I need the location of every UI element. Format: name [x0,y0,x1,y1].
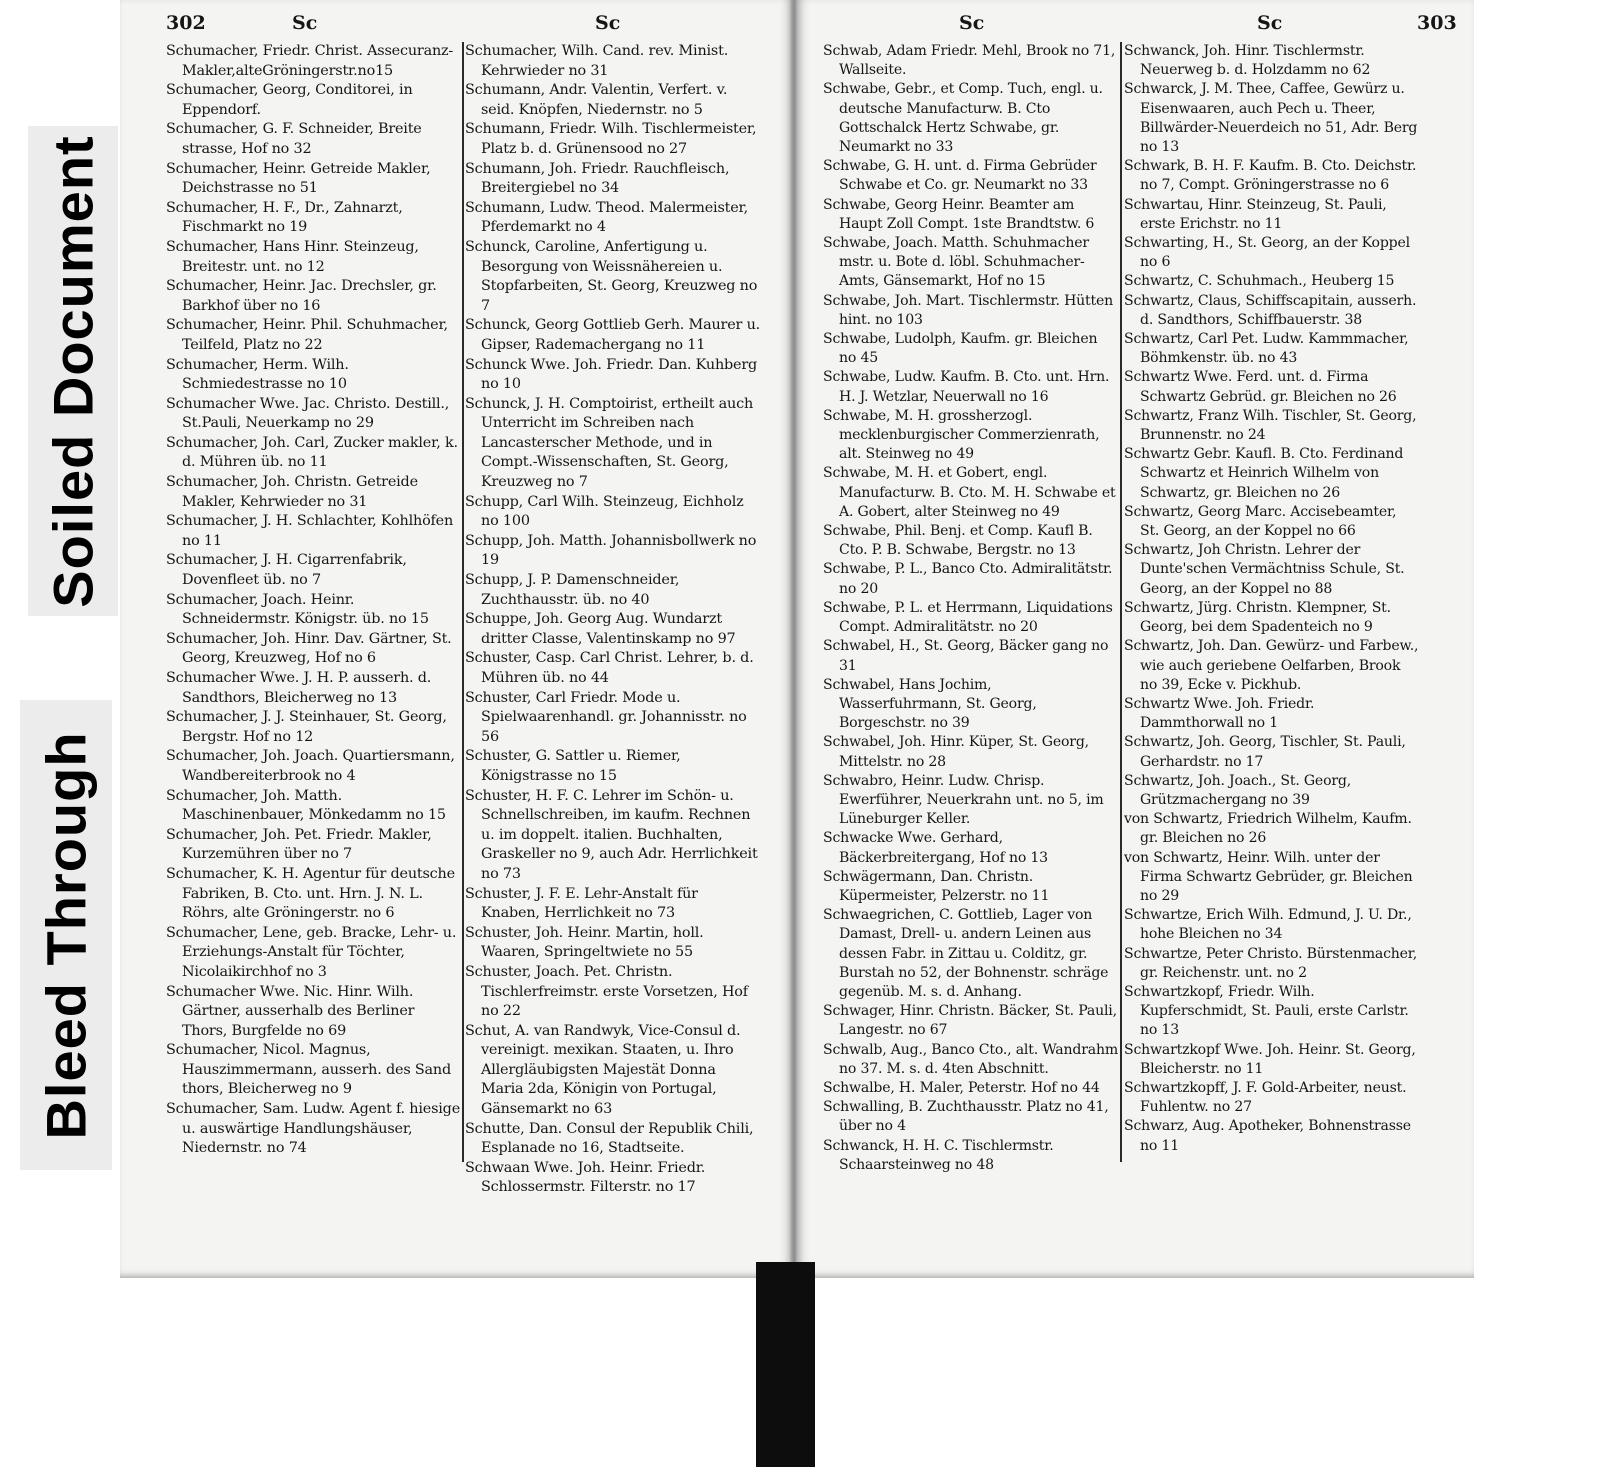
directory-entry: Schwartz, Claus, Schiffscapitain, ausserh. d. Sandthors, Schiffbauerstr. 38 [1124,292,1417,328]
directory-entry: Schupp, Joh. Matth. Johannisbollwerk no 19 [465,532,757,569]
directory-entry: Schuster, Carl Friedr. Mode u. Spielwaarenhandl. gr. Johannisstr. no 56 [465,689,747,745]
directory-entry: Schutte, Dan. Consul der Republik Chili, Esplanade no 16, Stadtseite. [465,1120,754,1157]
directory-entry: Schwaegrichen, C. Gottlieb, Lager von Damast, Drell- u. andern Leinen aus dessen Fabr. in Zittau u. Colditz, gr. Burstah no 52, der Bohnenstr. schräge gegenüb. M. s. d. Anhang. [823,907,1109,1000]
left-column-divider [462,42,464,1162]
bleed-through-label [20,700,112,1170]
directory-entry: Schuppe, Joh. Georg Aug. Wundarzt dritter Classe, Valentinskamp no 97 [465,611,736,647]
right-column-2 [1124,42,1419,1156]
directory-entry: Schumann, Joh. Friedr. Rauchfleisch, Breitergiebel no 34 [465,160,730,197]
left-column-2 [465,42,760,1198]
directory-entry: Schwartzkopf Wwe. Joh. Heinr. St. Georg, Bleicherstr. no 11 [1124,1041,1416,1077]
directory-entry: Schunck, Caroline, Anfertigung u. Besorgung von Weissnähereien u. Stopfarbeiten, St. Georg, Kreuzweg no 7 [465,238,758,314]
directory-entry: Schwartz, Franz Wilh. Tischler, St. Georg, Brunnenstr. no 24 [1124,407,1417,444]
directory-entry: Schunck, J. H. Comptoirist, ertheilt auch Unterricht im Schreiben nach Lancasterscher Methode, und in Compt.-Wissenschaften, St. Georg, Kreuzweg no 7 [465,395,754,491]
directory-entry: Schupp, Carl Wilh. Steinzeug, Eichholz no 100 [465,493,744,530]
directory-entry: Schwabe, Ludolph, Kaufm. gr. Bleichen no 45 [823,331,1098,367]
directory-entry: Schwabel, Hans Jochim, Wasserfuhrmann, St. Georg, Borgeschstr. no 39 [823,676,1037,732]
directory-entry: Schumacher Wwe. Jac. Christo. Destill., St.Pauli, Neuerkamp no 29 [166,395,450,432]
directory-entry: Schumann, Andr. Valentin, Verfert. v. seid. Knöpfen, Niedernstr. no 5 [465,82,728,118]
directory-entry: Schwartze, Peter Christo. Bürstenmacher, gr. Reichenstr. unt. no 2 [1124,945,1418,981]
directory-entry: Schwartz, Joh. Dan. Gewürz- und Farbew., wie auch geriebene Oelfarben, Brook no 39, Ecke v. Pickhub. [1124,638,1419,693]
directory-entry: Schumacher, Wilh. Cand. rev. Minist. Kehrwieder no 31 [465,43,729,79]
directory-entry: Schuster, Joach. Pet. Christn. Tischlerfreimstr. erste Vorsetzen, Hof no 22 [465,963,748,1020]
left-page [120,0,792,1278]
directory-entry: Schwabe, G. H. unt. d. Firma Gebrüder Schwabe et Co. gr. Neumarkt no 33 [823,158,1097,194]
directory-entry: Schwartz, Joh. Joach., St. Georg, Grützmachergang no 39 [1124,772,1351,808]
right-page-header [797,8,1474,38]
directory-entry: Schumacher, Joh. Hinr. Dav. Gärtner, St. Georg, Kreuzweg, Hof no 6 [166,630,452,667]
directory-entry: Schumacher, Joh. Joach. Quartiersmann, Wandbereiterbrook no 4 [166,748,455,784]
directory-entry: Schwabe, Georg Heinr. Beamter am Haupt Zoll Compt. 1ste Brandtstw. 6 [823,196,1095,232]
directory-entry: Schwartz, C. Schuhmach., Heuberg 15 [1124,273,1395,290]
directory-entry: von Schwartz, Friedrich Wilhelm, Kaufm. gr. Bleichen no 26 [1124,811,1412,847]
directory-entry: Schwark, B. H. F. Kaufm. B. Cto. Deichstr. no 7, Compt. Gröningerstrasse no 6 [1124,158,1417,194]
directory-entry: Schwägermann, Dan. Christn. Küpermeister, Pelzerstr. no 11 [823,868,1050,904]
directory-entry: Schwartzkopff, J. F. Gold-Arbeiter, neust. Fuhlentw. no 27 [1124,1079,1407,1116]
left-column-1 [166,42,461,1159]
left-page-heading-2: Sc [595,12,621,34]
directory-entry: Schunck, Georg Gottlieb Gerh. Maurer u. Gipser, Rademachergang no 11 [465,317,761,353]
directory-entry: Schwartz, Joh. Georg, Tischler, St. Pauli, Gerhardstr. no 17 [1124,734,1406,770]
right-page-heading-2: Sc [1257,12,1283,34]
directory-entry: Schwartz, Joh Christn. Lehrer der Dunte'schen Vermächtniss Schule, St. Georg, an der Koppel no 88 [1124,542,1405,597]
directory-entry: Schwarting, H., St. Georg, an der Koppel no 6 [1124,235,1410,271]
directory-entry: Schumacher, Herm. Wilh. Schmiedestrasse no 10 [166,356,349,393]
directory-entry: Schumacher Wwe. Nic. Hinr. Wilh. Gärtner, ausserhalb des Berliner Thors, Burgfelde no 69 [166,983,415,1039]
directory-entry: Schwabe, Gebr., et Comp. Tuch, engl. u. deutsche Manufacturw. B. Cto Gottschalck Hertz Schwabe, gr. Neumarkt no 33 [823,81,1103,156]
right-page-number: 303 [1417,12,1457,34]
directory-entry: Schumacher, Sam. Ludw. Agent f. hiesige u. auswärtige Handlungshäuser, Niedernstr. no 74 [166,1101,461,1157]
directory-entry: Schwabe, P. L., Banco Cto. Admiralitätstr. no 20 [823,561,1113,597]
directory-entry: Schumacher, Heinr. Phil. Schuhmacher, Teilfeld, Platz no 22 [166,317,448,353]
directory-entry: Schwabe, M. H. grossherzogl. mecklenburgischer Commerzienrath, alt. Steinweg no 49 [823,407,1100,463]
directory-entry: Schumacher, Joh. Matth. Maschinenbauer, Mönkedamm no 15 [166,787,446,824]
directory-entry: Schumacher, H. F., Dr., Zahnarzt, Fischmarkt no 19 [166,199,403,236]
directory-entry: Schwabe, Phil. Benj. et Comp. Kaufl B. Cto. P. B. Schwabe, Bergstr. no 13 [823,523,1093,559]
directory-entry: Schuster, J. F. E. Lehr-Anstalt für Knaben, Herrlichkeit no 73 [465,885,698,922]
directory-entry: Schwabel, Joh. Hinr. Küper, St. Georg, Mittelstr. no 28 [823,734,1089,770]
directory-entry: Schwartze, Erich Wilh. Edmund, J. U. Dr., hohe Bleichen no 34 [1124,907,1412,943]
directory-entry: von Schwartz, Heinr. Wilh. unter der Firma Schwartz Gebrüder, gr. Bleichen no 29 [1124,849,1413,904]
directory-entry: Schumacher, K. H. Agentur für deutsche Fabriken, B. Cto. unt. Hrn. J. N. L. Röhrs, alte Gröningerstr. no 6 [166,865,455,922]
directory-entry: Schwalb, Aug., Banco Cto., alt. Wandrahm no 37. M. s. d. 4ten Abschnitt. [823,1041,1118,1077]
soiled-document-text: Soiled Document [41,134,105,608]
directory-entry: Schwaan Wwe. Joh. Heinr. Friedr. Schlossermstr. Filterstr. no 17 [465,1159,706,1196]
directory-entry: Schuster, Casp. Carl Christ. Lehrer, b. d. Mühren üb. no 44 [465,650,754,686]
directory-entry: Schumacher, J. H. Schlachter, Kohlhöfen no 11 [166,513,454,549]
directory-entry: Schumacher, Lene, geb. Bracke, Lehr- u. Erziehungs-Anstalt für Töchter, Nicolaikirchhof no 3 [166,924,457,980]
directory-entry: Schwarck, J. M. Thee, Caffee, Gewürz u. Eisenwaaren, auch Pech u. Theer, Billwärder-Neuerdeich no 51, Adr. Berg no 13 [1124,81,1418,156]
directory-entry: Schwartz, Georg Marc. Accisebeamter, St. Georg, an der Koppel no 66 [1124,503,1397,540]
directory-entry: Schwanck, H. H. C. Tischlermstr. Schaarsteinweg no 48 [823,1137,1054,1173]
directory-entry: Schuster, H. F. C. Lehrer im Schön- u. Schnellschreiben, im kaufm. Rechnen u. im doppelt. italien. Buchhalten, Graskeller no 9, auch Adr. Herrlichkeit no 73 [465,787,758,882]
directory-entry: Schwab, Adam Friedr. Mehl, Brook no 71, Wallseite. [823,43,1116,79]
directory-entry: Schwartz, Jürg. Christn. Klempner, St. Georg, bei dem Spadenteich no 9 [1124,599,1391,636]
directory-entry: Schumacher, G. F. Schneider, Breite strasse, Hof no 32 [166,121,422,157]
directory-entry: Schwabe, Joach. Matth. Schuhmacher mstr. u. Bote d. löbl. Schuhmacher-Amts, Gänsemarkt, Hof no 15 [823,235,1089,290]
directory-entry: Schwabel, H., St. Georg, Bäcker gang no 31 [823,638,1109,674]
directory-entry: Schwabe, Joh. Mart. Tischlermstr. Hütten hint. no 103 [823,292,1113,328]
directory-entry: Schumann, Friedr. Wilh. Tischlermeister, Platz b. d. Grünensood no 27 [465,121,757,157]
directory-entry: Schumacher, J. J. Steinhauer, St. Georg, Bergstr. Hof no 12 [166,709,447,745]
directory-entry: Schwabe, M. H. et Gobert, engl. Manufacturw. B. Cto. M. H. Schwabe et A. Gobert, alter Steinweg no 49 [823,465,1116,520]
directory-entry: Schupp, J. P. Damenschneider, Zuchthausstr. üb. no 40 [465,572,680,608]
directory-entry: Schwartz Wwe. Ferd. unt. d. Firma Schwartz Gebrüd. gr. Bleichen no 26 [1124,369,1397,405]
directory-entry: Schwalling, B. Zuchthausstr. Platz no 41, über no 4 [823,1099,1109,1135]
directory-entry: Schumacher, Friedr. Christ. Assecuranz-Makler,alteGröningerstr.no15 [166,43,454,79]
directory-entry: Schumacher, Nicol. Magnus, Hauszimmermann, ausserh. des Sand thors, Bleicherweg no 9 [166,1042,452,1098]
directory-entry: Schumacher, Joh. Christn. Getreide Makler, Kehrwieder no 31 [166,474,418,510]
directory-entry: Schumacher, Joh. Carl, Zucker makler, k. d. Mühren üb. no 11 [166,434,458,471]
soiled-document-label [28,126,118,616]
directory-entry: Schumann, Ludw. Theod. Malermeister, Pferdemarkt no 4 [465,199,748,236]
directory-entry: Schumacher, Georg, Conditorei, in Eppendorf. [166,82,413,118]
directory-entry: Schwartz Wwe. Joh. Friedr. Dammthorwall no 1 [1124,695,1315,732]
directory-entry: Schut, A. van Randwyk, Vice-Consul d. vereinigt. mexikan. Staaten, u. Ihro Allergläubigsten Majestät Donna Maria 2da, Königin von Portugal, Gänsemarkt no 63 [465,1022,741,1118]
directory-entry: Schwanck, Joh. Hinr. Tischlermstr. Neuerweg b. d. Holzdamm no 62 [1124,43,1371,79]
directory-entry: Schumacher Wwe. J. H. P. ausserh. d. Sandthors, Bleicherweg no 13 [166,670,432,706]
left-page-heading-1: Sc [292,12,318,34]
left-page-number: 302 [166,12,206,34]
bookmark-ribbon [756,1262,815,1467]
left-page-header [120,8,792,38]
directory-entry: Schumacher, Joach. Heinr. Schneidermstr. Königstr. üb. no 15 [166,591,429,628]
directory-entry: Schumacher, Heinr. Getreide Makler, Deichstrasse no 51 [166,160,431,197]
right-column-1 [823,42,1118,1175]
directory-entry: Schwager, Hinr. Christn. Bäcker, St. Pauli, Langestr. no 67 [823,1003,1117,1039]
directory-entry: Schwabro, Heinr. Ludw. Chrisp. Ewerführer, Neuerkrahn unt. no 5, im Lüneburger Keller. [823,772,1104,828]
directory-entry: Schwartzkopf, Friedr. Wilh. Kupferschmidt, St. Pauli, erste Carlstr. no 13 [1124,983,1409,1039]
directory-entry: Schumacher, Hans Hinr. Steinzeug, Breitestr. unt. no 12 [166,238,419,275]
directory-entry: Schumacher, Joh. Pet. Friedr. Makler, Kurzemühren über no 7 [166,826,432,863]
directory-entry: Schwabe, P. L. et Herrmann, Liquidations Compt. Admiralitätstr. no 20 [823,599,1113,636]
right-page [797,0,1474,1278]
directory-entry: Schwabe, Ludw. Kaufm. B. Cto. unt. Hrn. H. J. Wetzlar, Neuerwall no 16 [823,369,1110,405]
right-column-divider [1120,42,1122,1162]
directory-entry: Schwarz, Aug. Apotheker, Bohnenstrasse no 11 [1124,1118,1411,1154]
directory-entry: Schwartz, Carl Pet. Ludw. Kammmacher, Böhmkenstr. üb. no 43 [1124,331,1409,367]
directory-entry: Schuster, G. Sattler u. Riemer, Königstrasse no 15 [465,748,681,784]
directory-entry: Schumacher, J. H. Cigarrenfabrik, Dovenfleet üb. no 7 [166,552,407,589]
directory-entry: Schwacke Wwe. Gerhard, Bäckerbreitergang, Hof no 13 [823,830,1048,866]
directory-entry: Schwartau, Hinr. Steinzeug, St. Pauli, erste Erichstr. no 11 [1124,196,1387,232]
directory-entry: Schunck Wwe. Joh. Friedr. Dan. Kuhberg no 10 [465,356,758,393]
directory-entry: Schwartz Gebr. Kaufl. B. Cto. Ferdinand Schwartz et Heinrich Wilhelm von Schwartz, gr. Bleichen no 26 [1124,446,1404,501]
directory-entry: Schumacher, Heinr. Jac. Drechsler, gr. Barkhof über no 16 [166,278,437,314]
directory-entry: Schwalbe, H. Maler, Peterstr. Hof no 44 [823,1079,1100,1096]
right-page-heading-1: Sc [959,12,985,34]
bleed-through-text: Bleed Through [34,730,98,1140]
directory-entry: Schuster, Joh. Heinr. Martin, holl. Waaren, Springeltwiete no 55 [465,924,704,961]
